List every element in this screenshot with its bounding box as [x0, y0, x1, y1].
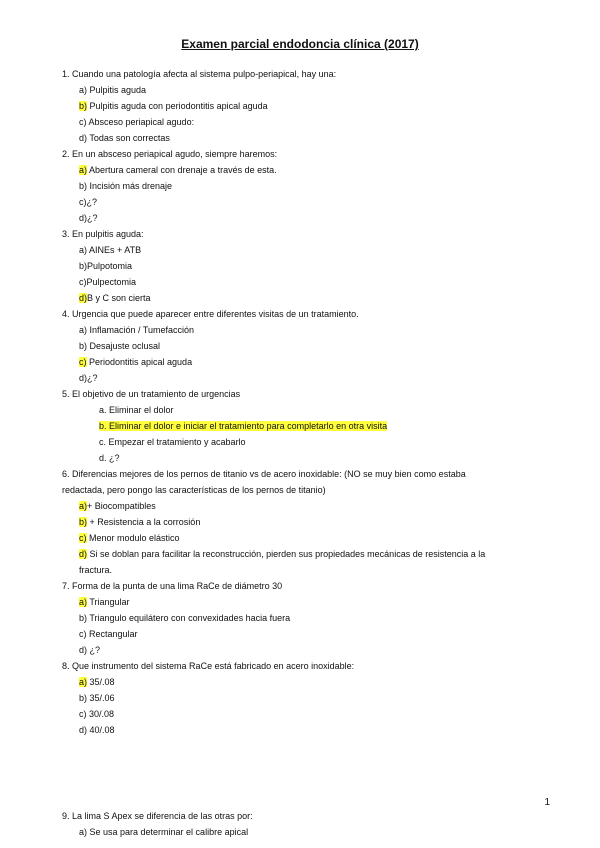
option-8d: d) 40/.08: [79, 725, 115, 735]
option-8b: b) 35/.06: [79, 693, 115, 703]
option-4a: a) Inflamación / Tumefacción: [79, 325, 195, 335]
option-1b: b) Pulpitis aguda con periodontitis apical aguda: [79, 101, 268, 111]
question-8: 8. Que instrumento del sistema RaCe está fabricado en acero inoxidable:: [62, 661, 355, 671]
next-page-content: [62, 808, 542, 840]
question-6: 6. Diferencias mejores de los pernos de titanio vs de acero inoxidable: (NO se muy bien como estaba: [62, 469, 466, 479]
option-7c: c) Rectangular: [79, 629, 138, 639]
option-5a: a. Eliminar el dolor: [99, 405, 174, 415]
option-8a: a) 35/.08: [79, 677, 115, 687]
question-4: 4. Urgencia que puede aparecer entre diferentes visitas de un tratamiento.: [62, 309, 359, 319]
option-2d: d)¿?: [79, 213, 98, 223]
highlight-mark: a): [79, 501, 88, 511]
option-5d: d. ¿?: [99, 453, 120, 463]
option-2b: b) Incisión más drenaje: [79, 181, 173, 191]
option-1d: d) Todas son correctas: [79, 133, 170, 143]
question-list: [62, 66, 542, 738]
option-9a: a) Se usa para determinar el calibre apical: [79, 827, 249, 837]
question-6-cont: redactada, pero pongo las características de los pernos de titanio): [62, 485, 326, 495]
highlight-mark: c): [79, 533, 87, 543]
option-6a: a)+ Biocompatibles: [79, 501, 156, 511]
option-3a: a) AINEs + ATB: [79, 245, 142, 255]
question-1: 1. Cuando una patología afecta al sistema pulpo-periapical, hay una:: [62, 69, 337, 79]
highlight-mark: d): [79, 293, 88, 303]
option-7b: b) Triangulo equilátero con convexidades hacia fuera: [79, 613, 291, 623]
option-6b: b) + Resistencia a la corrosión: [79, 517, 201, 527]
option-3c: c)Pulpectomia: [79, 277, 137, 287]
page-number: 1: [544, 797, 550, 808]
question-2: 2. En un absceso periapical agudo, siempre haremos:: [62, 149, 278, 159]
option-7d: d) ¿?: [79, 645, 101, 655]
option-4d: d)¿?: [79, 373, 98, 383]
highlight-mark: a): [79, 677, 88, 687]
option-7a: a) Triangular: [79, 597, 130, 607]
option-6d-cont: fractura.: [79, 565, 113, 575]
question-3: 3. En pulpitis aguda:: [62, 229, 144, 239]
option-6c: c) Menor modulo elástico: [79, 533, 180, 543]
option-2c: c)¿?: [79, 197, 97, 207]
option-8c: c) 30/.08: [79, 709, 115, 719]
question-5: 5. El objetivo de un tratamiento de urgencias: [62, 389, 241, 399]
question-7: 7. Forma de la punta de una lima RaCe de diámetro 30: [62, 581, 283, 591]
highlight-mark: a): [79, 597, 88, 607]
option-4c: c) Periodontitis apical aguda: [79, 357, 193, 367]
option-3b: b)Pulpotomia: [79, 261, 133, 271]
highlight-mark: d): [79, 549, 88, 559]
option-1a: a) Pulpitis aguda: [79, 85, 147, 95]
highlight-mark: b): [79, 101, 88, 111]
highlight-mark: b): [79, 517, 88, 527]
question-9: 9. La lima S Apex se diferencia de las otras por:: [62, 811, 253, 821]
option-5c: c. Empezar el tratamiento y acabarlo: [99, 437, 246, 447]
option-3d: d)B y C son cierta: [79, 293, 151, 303]
option-1c: c) Absceso periapical agudo:: [79, 117, 195, 127]
option-5b: b. Eliminar el dolor e iniciar el tratamiento para completarlo en otra visita: [99, 421, 388, 431]
option-2a: a) Abertura cameral con drenaje a través de esta.: [79, 165, 277, 175]
option-6d: d) Si se doblan para facilitar la reconstrucción, pierden sus propiedades mecánicas de resistencia a la: [79, 549, 486, 559]
page-title: Examen parcial endodoncia clínica (2017): [181, 37, 419, 51]
option-4b: b) Desajuste oclusal: [79, 341, 161, 351]
highlight-mark: c): [79, 357, 87, 367]
highlight-mark: a): [79, 165, 88, 175]
